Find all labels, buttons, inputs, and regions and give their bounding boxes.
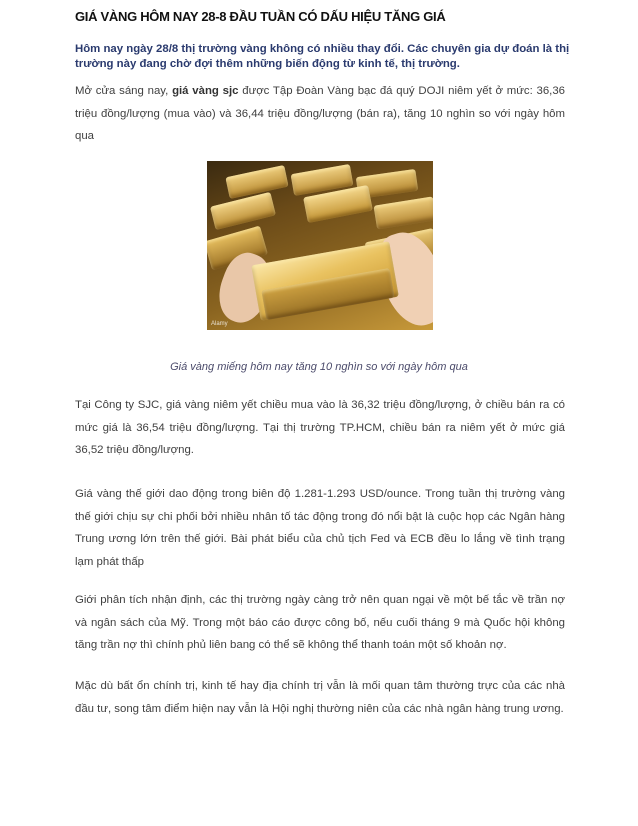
article-title: GIÁ VÀNG HÔM NAY 28-8 ĐẦU TUẦN CÓ DẤU HIỆU TĂNG GIÁ	[75, 9, 446, 24]
paragraph-2: Tại Công ty SJC, giá vàng niêm yết chiều mua vào là 36,32 triệu đồng/lượng, ở chiều bán ra có mức giá là 36,54 triệu đồng/lượng. Tại thị trường TP.HCM, chiều bán ra niêm yết ở mức giá 36,52 triệu đồng/lượng.	[75, 399, 565, 456]
paragraph-1	[75, 80, 565, 148]
paragraph-3: Giá vàng thế giới dao động trong biên độ 1.281-1.293 USD/ounce. Trong tuần thị trường vàng thế giới chịu sự chi phối bởi nhiều nhân tố tác động trong đó nổi bật là cuộc họp các Ngân hàng Trung ương lớn trên thế giới. Bài phát biểu của chủ tịch Fed và ECB đều lo lắng về tình trạng lạm phát thấp	[75, 488, 565, 568]
gia-vang-sjc-link[interactable]: giá vàng sjc	[172, 85, 239, 97]
article-lead: Hôm nay ngày 28/8 thị trường vàng không có nhiều thay đổi. Các chuyên gia dự đoán là thị trường này đang chờ đợi thêm những biến động từ kinh tế, thị trường.	[75, 43, 570, 70]
paragraph-5: Mặc dù bất ổn chính trị, kinh tế hay địa chính trị vẫn là mối quan tâm thường trực của các nhà đầu tư, song tâm điểm hiện nay vẫn là Hội nghị thường niên của các nhà ngân hàng trung ương.	[75, 680, 565, 715]
image-caption: Giá vàng miếng hôm nay tăng 10 nghìn so với ngày hôm qua	[170, 361, 468, 373]
paragraph-1-rest: được Tập Đoàn Vàng bạc đá quý DOJI niêm yết ở mức: 36,36 triệu đồng/lượng (mua vào) và 36,44 triệu đồng/lượng (bán ra), tăng 10 nghìn so với ngày hôm qua	[75, 85, 565, 142]
image-watermark: Alamy	[211, 321, 228, 327]
paragraph-4: Giới phân tích nhận định, các thị trường ngày càng trở nên quan ngại về một bế tắc về trần nợ và ngân sách của Mỹ. Trong một báo cáo được công bố, nếu cuối tháng 9 mà Quốc hội không tăng trần nợ thì chính phủ liên bang có thể sẽ không thể thanh toán một số khoản nợ.	[75, 594, 565, 651]
paragraph-1-intro: Mở cửa sáng nay,	[75, 85, 173, 97]
gold-bars-photo	[207, 161, 433, 330]
